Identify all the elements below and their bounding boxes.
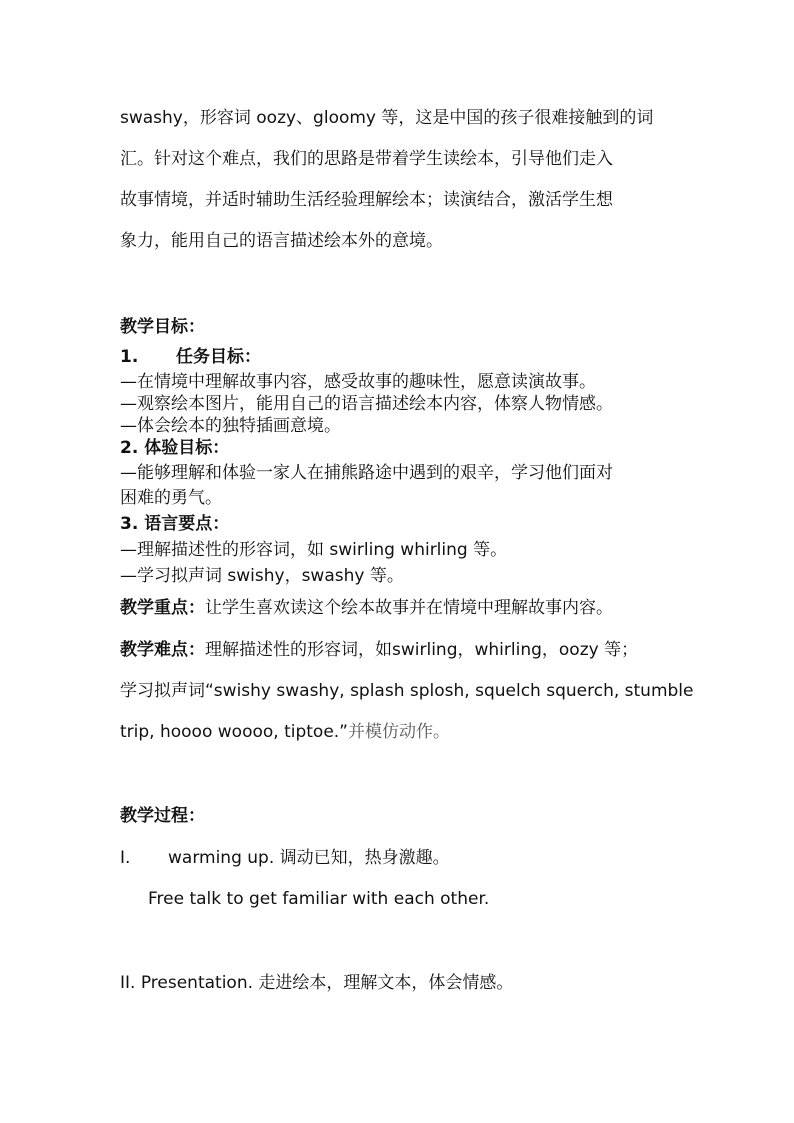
difficulty-text: 理解描述性的形容词，如swirling，whirling，oozy 等；	[205, 640, 639, 660]
key-point	[120, 598, 613, 618]
task-goal-title: 任务目标：	[176, 347, 261, 367]
key-point-text: 让学生喜欢读这个绘本故事并在情境中理解故事内容。	[205, 598, 613, 618]
language-points-heading: 3. 语言要点：	[120, 514, 230, 534]
goals-heading: 教学目标：	[120, 317, 205, 337]
process-heading: 教学过程：	[120, 806, 205, 826]
difficulty-label: 教学难点：	[120, 640, 205, 660]
process-step-2-title: II. Presentation. 走进绘本，理解文本，体会情感。	[120, 973, 514, 993]
process-step-1	[120, 848, 450, 868]
experience-goal-item: 困难的勇气。	[120, 488, 222, 508]
difficulty	[120, 640, 638, 660]
task-goal-item: —体会绘本的独特插画意境。	[120, 416, 341, 436]
process-step-1-number: I.	[120, 848, 131, 868]
difficulty-line-3-chinese: 并模仿动作。	[348, 722, 450, 742]
difficulty-line-3	[120, 722, 450, 742]
experience-goal-heading: 2. 体验目标：	[120, 438, 230, 458]
intro-line-1: swashy，形容词 oozy、gloomy 等，这是中国的孩子很难接触到的词	[120, 108, 654, 128]
process-step-1-title: warming up. 调动已知，热身激趣。	[168, 848, 450, 868]
process-step-1-detail: Free talk to get familiar with each other.	[148, 889, 490, 909]
intro-line-2: 汇。针对这个难点，我们的思路是带着学生读绘本，引导他们走入	[120, 149, 613, 169]
language-point-item: —学习拟声词 swishy，swashy 等。	[120, 566, 404, 586]
language-point-item: —理解描述性的形容词，如 swirling whirling 等。	[120, 540, 508, 560]
key-point-label: 教学重点：	[120, 598, 205, 618]
task-goal-number: 1.	[120, 347, 139, 367]
difficulty-line-3-english: trip, hoooo woooo, tiptoe.”	[120, 722, 348, 742]
intro-line-3: 故事情境，并适时辅助生活经验理解绘本；读演结合，激活学生想	[120, 190, 613, 210]
task-goal-item: —观察绘本图片，能用自己的语言描述绘本内容，体察人物情感。	[120, 394, 613, 414]
task-goal-item: —在情境中理解故事内容，感受故事的趣味性，愿意读演故事。	[120, 372, 596, 392]
intro-line-4: 象力，能用自己的语言描述绘本外的意境。	[120, 231, 443, 251]
task-goal-heading	[120, 347, 261, 367]
experience-goal-item: —能够理解和体验一家人在捕熊路途中遇到的艰辛，学习他们面对	[120, 463, 613, 483]
difficulty-line-2: 学习拟声词“swishy swashy, splash splosh, squelch squerch, stumble	[120, 681, 694, 701]
